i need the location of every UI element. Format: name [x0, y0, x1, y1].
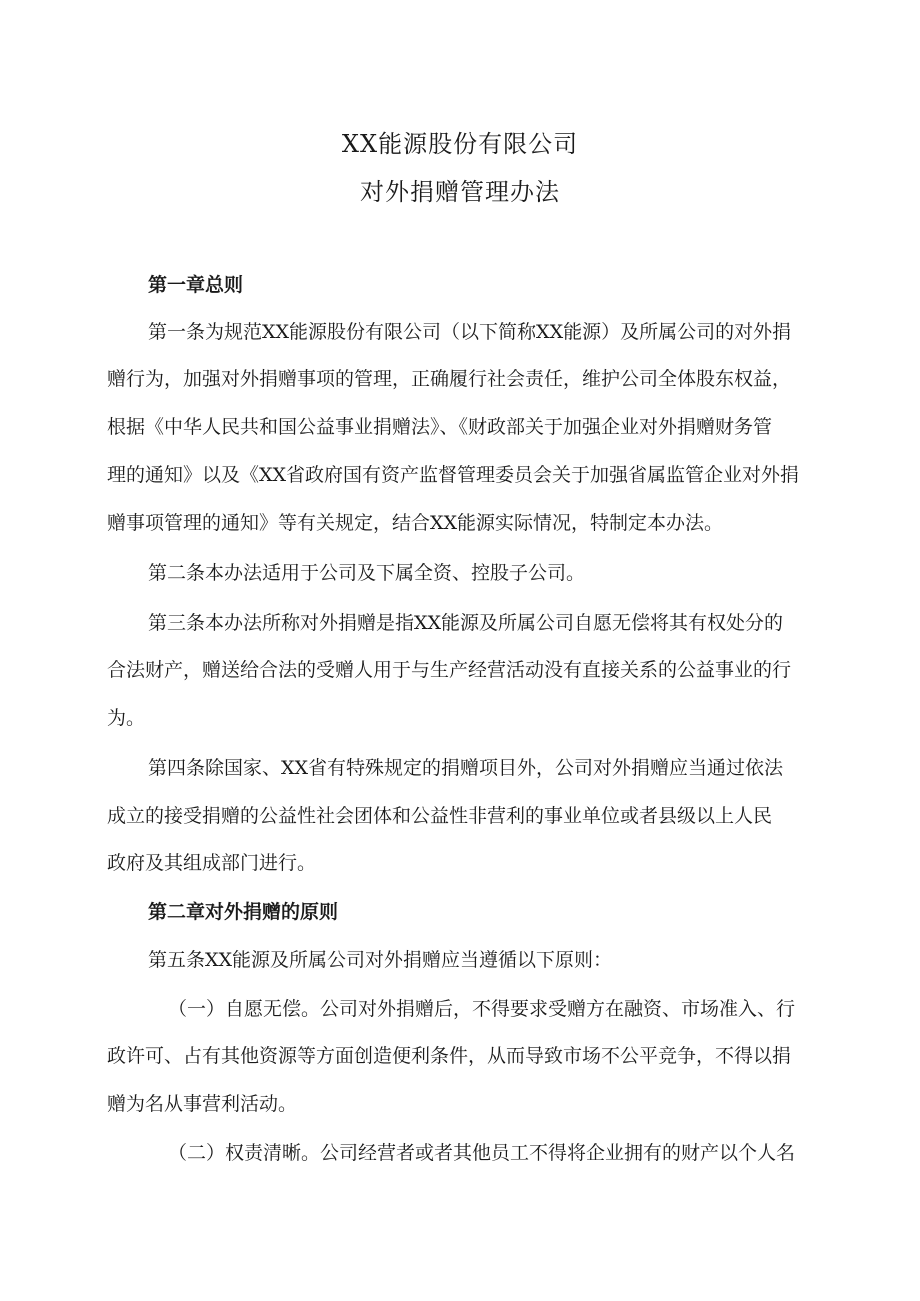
paragraph-line: 第一条为规范XX能源股份有限公司（以下简称XX能源）及所属公司的对外捐: [148, 321, 792, 343]
paragraph-line: 赠事项管理的通知》等有关规定，结合XX能源实际情况，特制定本办法。: [107, 512, 724, 534]
paragraph-line: 为。: [107, 707, 146, 729]
paragraph-line: 合法财产，赠送给合法的受赠人用于与生产经营活动没有直接关系的公益事业的行: [107, 659, 792, 681]
chapter-heading-1: 第一章总则: [148, 274, 244, 296]
document-title-regulation: 对外捐赠管理办法: [360, 178, 560, 206]
chapter-heading-2: 第二章对外捐赠的原则: [148, 901, 339, 923]
paragraph-line: 成立的接受捐赠的公益性社会团体和公益性非营利的事业单位或者县级以上人民: [107, 805, 773, 827]
paragraph-line: 赠行为，加强对外捐赠事项的管理，正确履行社会责任，维护公司全体股东权益，: [107, 368, 792, 390]
paragraph-line: （二）权责清晰。公司经营者或者其他员工不得将企业拥有的财产以个人名: [168, 1142, 796, 1164]
paragraph-line: 政府及其组成部门进行。: [107, 852, 317, 874]
paragraph-line: （一）自愿无偿。公司对外捐赠后，不得要求受赠方在融资、市场准入、行: [168, 998, 796, 1020]
document-title-company: XX能源股份有限公司: [341, 130, 579, 158]
paragraph-line: 第二条本办法适用于公司及下属全资、控股子公司。: [148, 562, 586, 584]
paragraph-line: 根据《中华人民共和国公益事业捐赠法》、《财政部关于加强企业对外捐赠财务管: [107, 416, 773, 438]
paragraph-line: 赠为名从事营利活动。: [107, 1093, 298, 1115]
paragraph-line: 第五条XX能源及所属公司对外捐赠应当遵循以下原则：: [148, 949, 613, 971]
paragraph-line: 政许可、占有其他资源等方面创造便利条件，从而导致市场不公平竞争，不得以捐: [107, 1045, 792, 1067]
paragraph-line: 理的通知》以及《XX省政府国有资产监督管理委员会关于加强省属监管企业对外捐: [107, 464, 800, 486]
paragraph-line: 第三条本办法所称对外捐赠是指XX能源及所属公司自愿无偿将其有权处分的: [148, 612, 784, 634]
paragraph-line: 第四条除国家、XX省有特殊规定的捐赠项目外，公司对外捐赠应当通过依法: [148, 757, 784, 779]
